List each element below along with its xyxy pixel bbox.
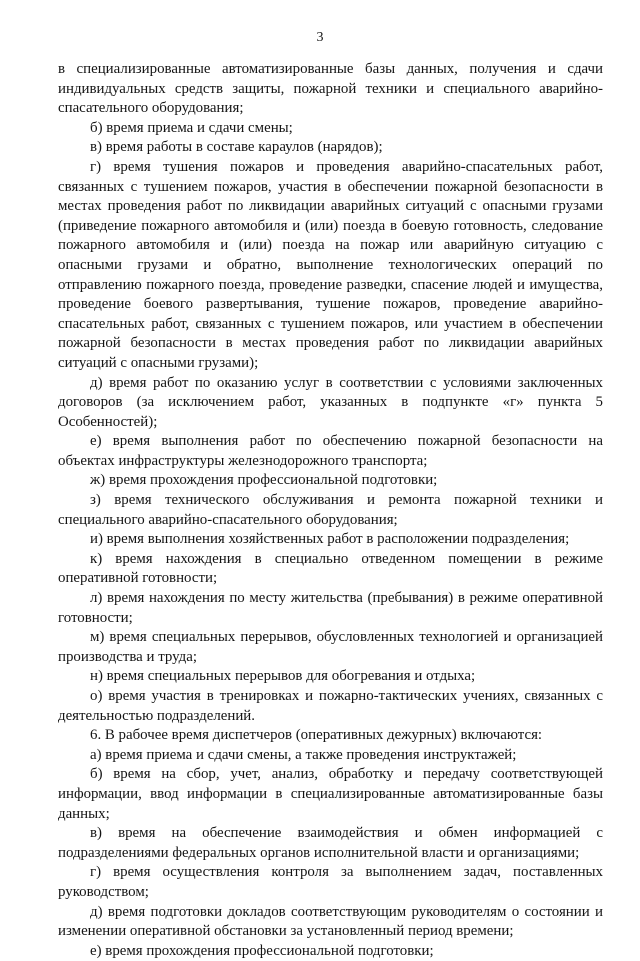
paragraph: д) время подготовки докладов соответствующим руководителям о состоянии и изменении оперативной обстановки за установленный период времени;: [58, 903, 603, 940]
paragraph: е) время выполнения работ по обеспечению пожарной безопасности на объектах инфраструктуры железнодорожного транспорта;: [58, 433, 603, 469]
paragraph: в) время на обеспечение взаимодействия и обмен информацией с подразделениями федеральных органов исполнительной власти и организациями;: [58, 825, 603, 861]
paragraph: л) время нахождения по месту жительства (пребывания) в режиме оперативной готовности;: [58, 590, 603, 626]
paragraph: 6. В рабочее время диспетчеров (оперативных дежурных) включаются:: [90, 727, 543, 744]
paragraph: в) время работы в составе караулов (нарядов);: [90, 139, 383, 156]
paragraph: в специализированные автоматизированные базы данных, получения и сдачи индивидуальных средств защиты, пожарной техники и специального аварийно-спасательного оборудования;: [58, 61, 603, 117]
paragraph: б) время на сбор, учет, анализ, обработку и передачу соответствующей информации, ввод информации в специализированные автоматизированные базы данных;: [58, 766, 603, 822]
paragraph: к) время нахождения в специально отведенном помещении в режиме оперативной готовности;: [58, 550, 603, 587]
paragraph: н) время специальных перерывов для обогревания и отдыха;: [90, 668, 476, 685]
paragraph: ж) время прохождения профессиональной подготовки;: [90, 472, 438, 489]
paragraph: а) время приема и сдачи смены, а также проведения инструктажей;: [90, 746, 517, 763]
paragraph: з) время технического обслуживания и ремонта пожарной техники и специального аварийно-спасательного оборудования;: [58, 492, 603, 528]
paragraph: г) время осуществления контроля за выполнением задач, поставленных руководством;: [58, 864, 603, 900]
paragraph: е) время прохождения профессиональной подготовки;: [90, 942, 434, 959]
paragraph: г) время тушения пожаров и проведения аварийно-спасательных работ, связанных с тушением пожаров, участия в обеспечении пожарной безопасности в местах проведения работ по ликвидации аварийных ситуаций с опасными грузами (приведение пожарного автомобиля и (или) поезда в боевую готовность, следование пожарного автомобиля и (или) поезда на пожар или аварийную ситуацию с опасными грузами и обратно, выполнение технологических операций по отправлению пожарного поезда, проведение разведки, спасение людей и имущества, проведение боевого развертывания, тушение пожаров, проведение аварийно-спасательных работ, связанных с тушением пожаров, или участием в обеспечении пожарной безопасности в местах проведения работ по ликвидации аварийных ситуаций с опасными грузами);: [58, 158, 603, 371]
page-number: 3: [316, 30, 324, 45]
paragraph: и) время выполнения хозяйственных работ в расположении подразделения;: [90, 531, 570, 548]
document-body: [58, 60, 603, 961]
paragraph: д) время работ по оказанию услуг в соответствии с условиями заключенных договоров (за исключением работ, указанных в подпункте «г» пункта 5 Особенностей);: [58, 374, 603, 430]
paragraph: б) время приема и сдачи смены;: [90, 119, 293, 136]
paragraph: о) время участия в тренировках и пожарно-тактических учениях, связанных с деятельностью подразделений.: [58, 688, 603, 724]
paragraph: м) время специальных перерывов, обусловленных технологией и организацией производства и труда;: [58, 629, 603, 665]
